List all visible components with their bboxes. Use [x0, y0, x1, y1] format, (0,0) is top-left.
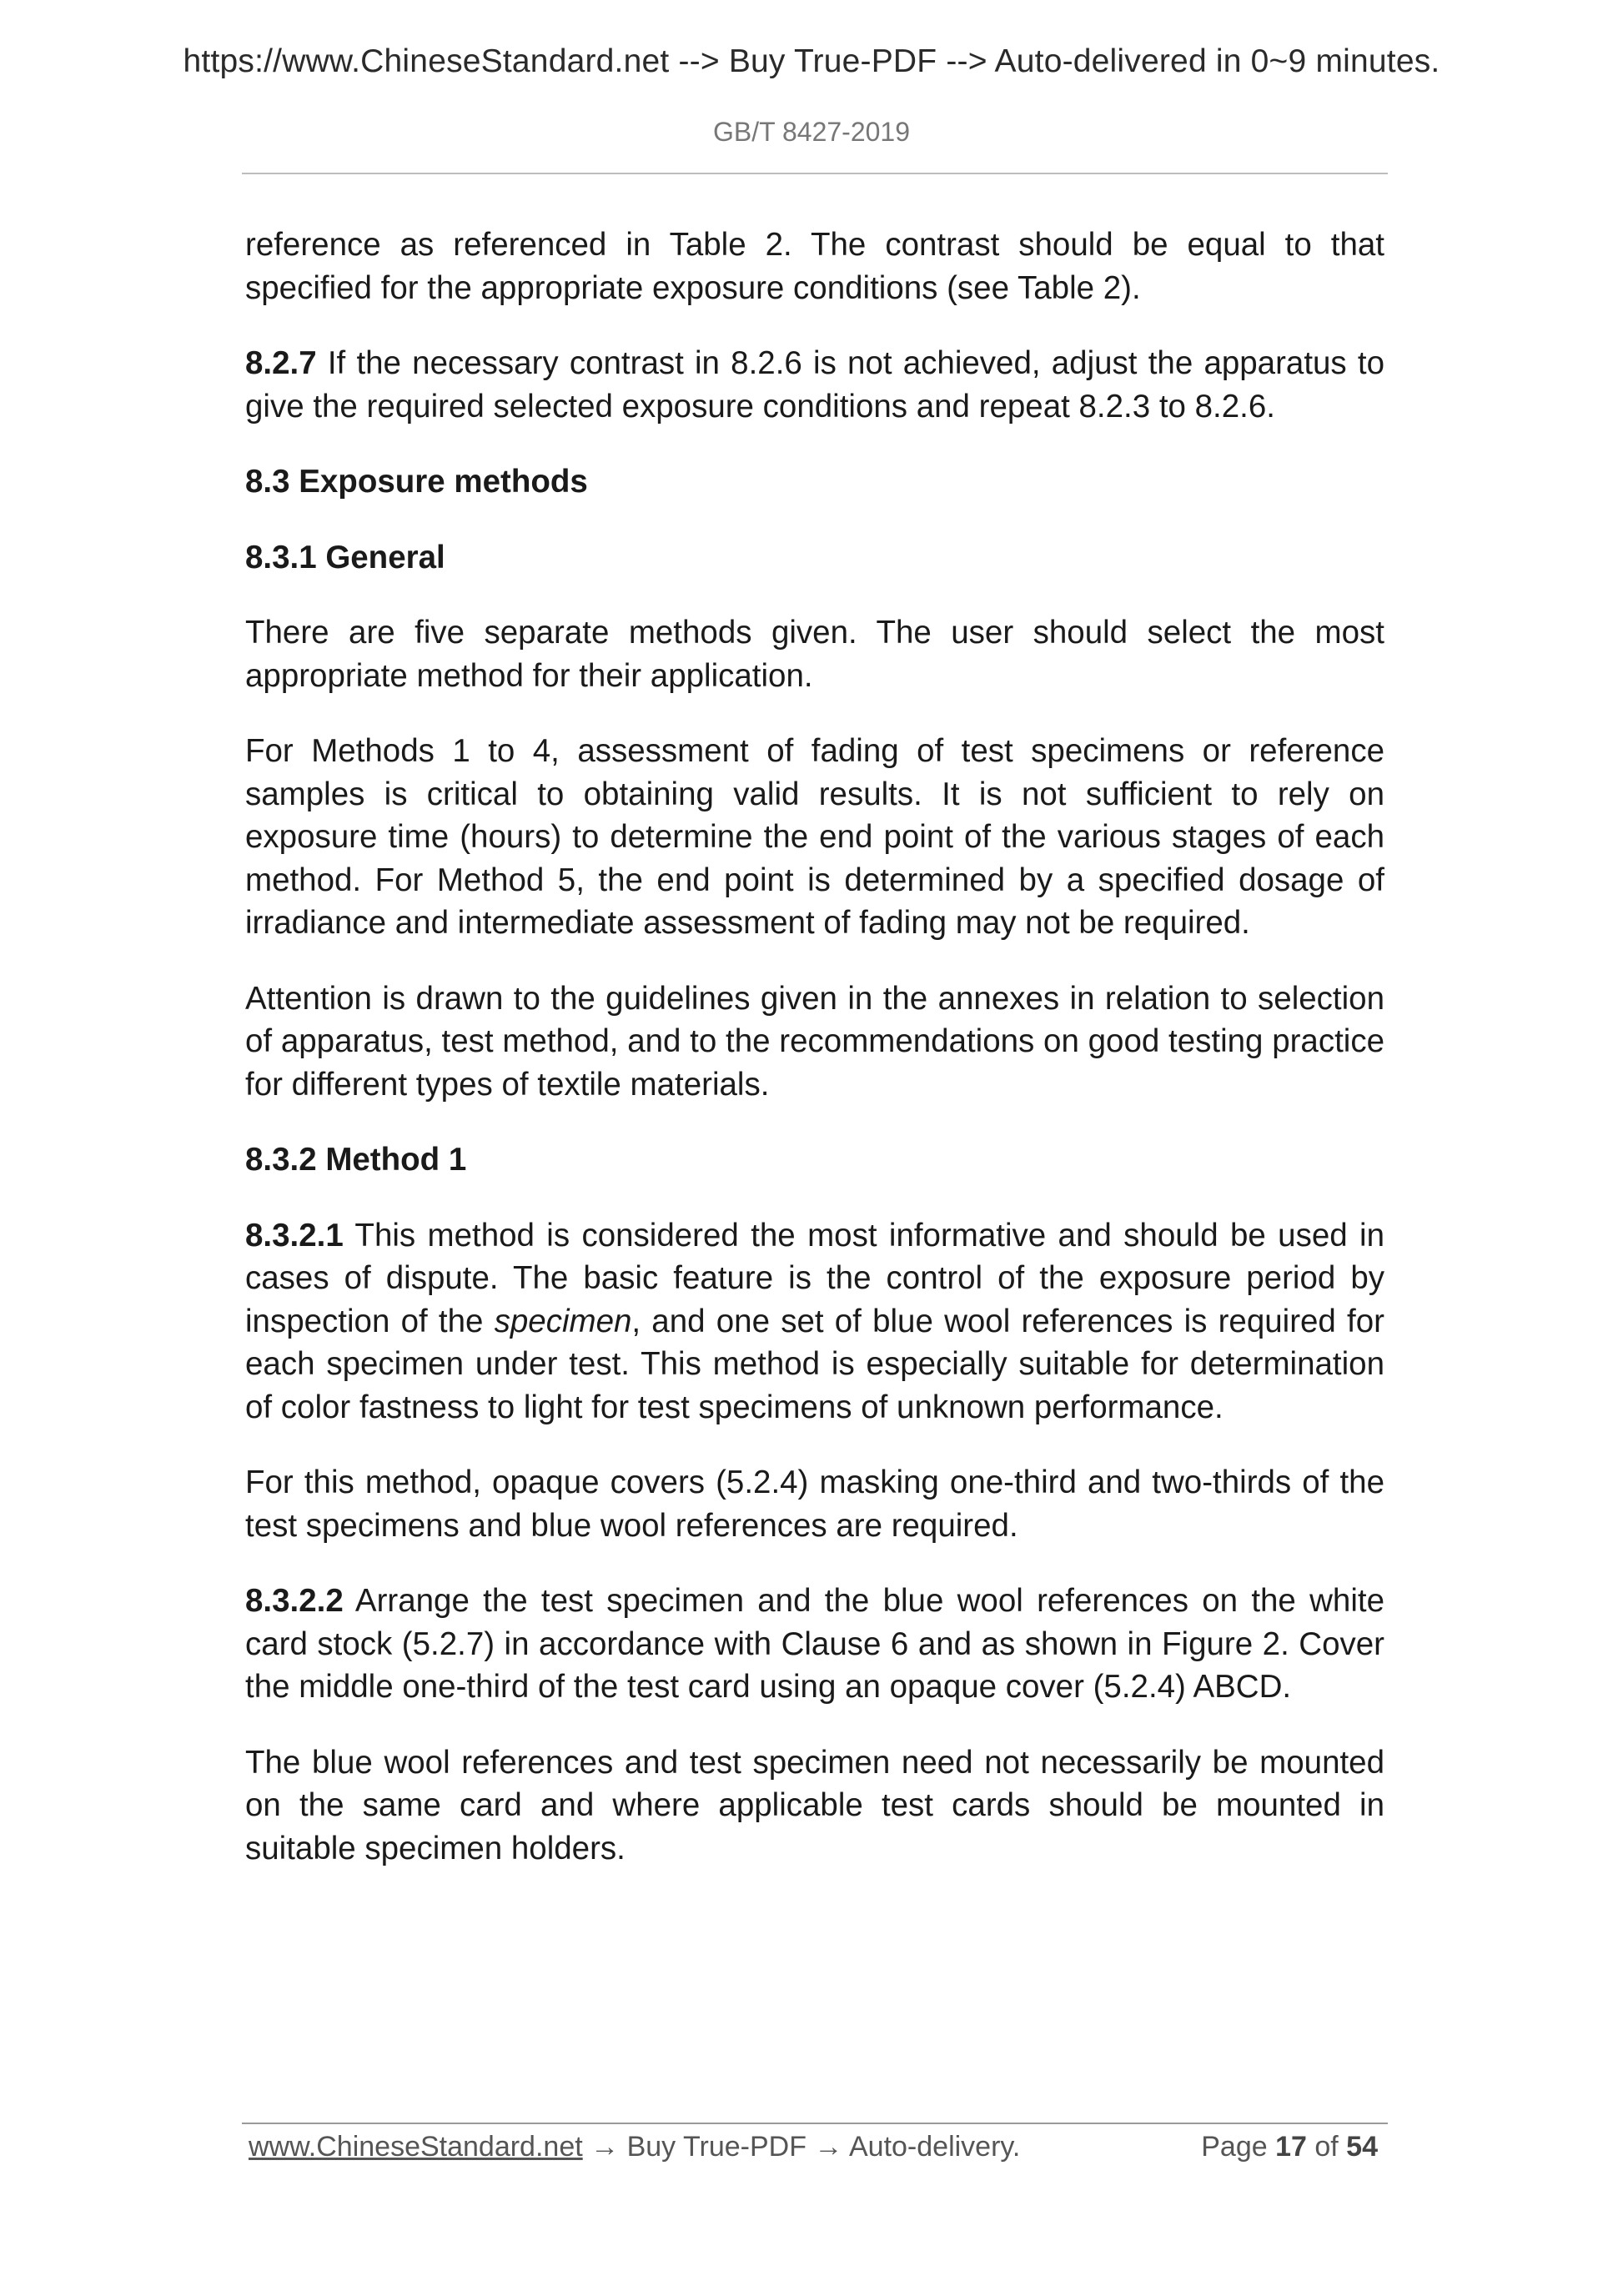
footer-left	[249, 2128, 1020, 2165]
paragraph-contrast-reference: reference as referenced in Table 2. The contrast should be equal to that specified for the appropriate exposure conditions (see Table 2).	[245, 227, 1384, 306]
clause-8-2-7	[245, 342, 1384, 428]
page-label: Page	[1201, 2131, 1276, 2163]
paragraph-specimen-holders: The blue wool references and test specimen need not necessarily be mounted on the same card and where applicable test cards should be mounted in suitable specimen holders.	[245, 1744, 1384, 1866]
footer-link-suffix: → Buy True-PDF → Auto-delivery.	[582, 2131, 1021, 2163]
section-heading-8-3: 8.3 Exposure methods	[245, 464, 588, 500]
clause-text-italic: specimen	[494, 1303, 632, 1339]
page-indicator	[1201, 2128, 1378, 2165]
paragraph-attention-guidelines: Attention is drawn to the guidelines given in the annexes in relation to selection of apparatus, test method, and to the recommendations on good testing practice for different types of textile materials.	[245, 980, 1384, 1103]
section-heading-8-3-2: 8.3.2 Method 1	[245, 1142, 467, 1178]
document-body	[245, 224, 1384, 1902]
clause-8-3-2-1	[245, 1214, 1384, 1429]
page-of: of	[1306, 2131, 1347, 2163]
page-current: 17	[1275, 2131, 1307, 2163]
clause-8-3-2-2	[245, 1580, 1384, 1709]
clause-text: Arrange the test specimen and the blue wool references on the white card stock (5.2.7) in accordance with Clause 6 and as shown in Figure 2. Cover the middle one-third of the test card using an opaque cover (5.2.4) ABCD.	[245, 1583, 1384, 1705]
clause-text: , and one set of blue wool references is required for each specimen under test. This method is especially suitable for determination of color fastness to light for test specimens of unknown performance.	[245, 1303, 1384, 1425]
paragraph-opaque-covers: For this method, opaque covers (5.2.4) masking one-third and two-thirds of the test specimens and blue wool references are required.	[245, 1465, 1384, 1544]
standard-code: GB/T 8427-2019	[712, 117, 910, 147]
clause-number: 8.2.7	[245, 345, 317, 381]
clause-text: This method is considered the most informative and should be used in cases of dispute. The basic feature is the control of the exposure period by inspection of the	[245, 1217, 1384, 1339]
paragraph-five-methods: There are five separate methods given. The user should select the most appropriate method for their application.	[245, 615, 1384, 694]
page-total: 54	[1346, 2131, 1378, 2163]
footer-website-link[interactable]: www.ChineseStandard.net	[249, 2131, 583, 2163]
clause-number: 8.3.2.1	[245, 1217, 344, 1254]
clause-text: If the necessary contrast in 8.2.6 is not achieved, adjust the apparatus to give the required selected exposure conditions and repeat 8.2.3 to 8.2.6.	[245, 345, 1384, 425]
footer-divider	[242, 2123, 1388, 2124]
source-banner: https://www.ChineseStandard.net --> Buy True-PDF --> Auto-delivered in 0~9 minutes.	[183, 43, 1440, 79]
section-heading-8-3-1: 8.3.1 General	[245, 539, 445, 575]
header-divider	[242, 173, 1388, 174]
clause-number: 8.3.2.2	[245, 1583, 344, 1619]
paragraph-methods-1-to-4: For Methods 1 to 4, assessment of fading of test specimens or reference samples is critical to obtaining valid results. It is not sufficient to rely on exposure time (hours) to determine the end point of the various stages of each method. For Method 5, the end point is determined by a specified dosage of irradiance and intermediate assessment of fading may not be required.	[245, 733, 1384, 941]
